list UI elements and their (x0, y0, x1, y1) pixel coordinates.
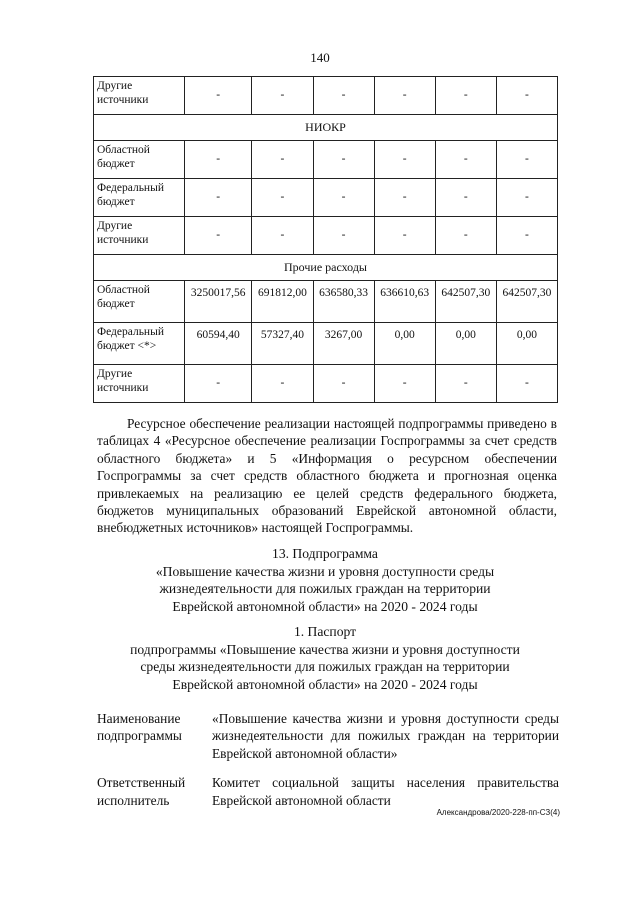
section-header-row (94, 255, 558, 281)
table-row (94, 141, 558, 179)
page-number: 140 (310, 50, 330, 65)
cell-value: 636610,63 (374, 281, 435, 323)
cell-value: 0,00 (435, 323, 496, 365)
cell-value: - (313, 179, 374, 217)
row-label: Федеральный бюджет <*> (94, 323, 185, 365)
passport-row (97, 710, 559, 762)
subprogram-heading (90, 545, 560, 615)
cell-value: - (435, 365, 496, 403)
cell-value: - (496, 217, 557, 255)
cell-value: 642507,30 (496, 281, 557, 323)
cell-value: - (252, 365, 313, 403)
cell-value: - (374, 77, 435, 115)
passport-title-line: среды жизнедеятельности для пожилых граждан на территории (140, 659, 510, 674)
row-label: Областной бюджет (94, 141, 185, 179)
cell-value: 691812,00 (252, 281, 313, 323)
cell-value: - (185, 217, 252, 255)
table-row (94, 217, 558, 255)
passport-key: Ответственный исполнитель (97, 775, 186, 808)
section-header-row (94, 115, 558, 141)
cell-value: - (374, 217, 435, 255)
cell-value: - (185, 179, 252, 217)
cell-value: - (435, 141, 496, 179)
cell-value: - (252, 179, 313, 217)
section-title: Прочие расходы (94, 255, 558, 281)
cell-value: - (313, 217, 374, 255)
document-code: Александрова/2020-228-пп-СЗ(4) (436, 808, 560, 817)
cell-value: 60594,40 (185, 323, 252, 365)
row-label: Другие источники (94, 77, 185, 115)
passport-row (97, 774, 559, 809)
cell-value: - (496, 179, 557, 217)
cell-value: - (185, 77, 252, 115)
cell-value: - (252, 77, 313, 115)
cell-value: - (496, 365, 557, 403)
table-row (94, 179, 558, 217)
cell-value: - (496, 77, 557, 115)
cell-value: - (435, 77, 496, 115)
passport-heading (90, 623, 560, 693)
passport-value: «Повышение качества жизни и уровня доступности среды жизнедеятельности для пожилых граждан на территории Еврейской автономной области» (212, 711, 559, 761)
budget-table (93, 76, 558, 403)
subprogram-title-line: жизнедеятельности для пожилых граждан на территории (159, 581, 491, 596)
resource-paragraph: Ресурсное обеспечение реализации настоящей подпрограммы приведено в таблицах 4 «Ресурсное обеспечение реализации Госпрограммы за счет средств областного бюджета» и 5 «Информация о ресурсном обеспечении Госпрограммы за счет средств областного бюджета и прогнозная оценка привлекаемых на реализацию ее целей средств федерального бюджета, бюджетов муниципальных образований Еврейской автономной области, внебюджетных источников» настоящей Госпрограммы. (97, 416, 557, 536)
cell-value: - (252, 217, 313, 255)
passport-value: Комитет социальной защиты населения правительства Еврейской автономной области (212, 775, 559, 808)
cell-value: - (252, 141, 313, 179)
cell-value: - (313, 365, 374, 403)
cell-value: - (374, 141, 435, 179)
subprogram-number: 13. Подпрограмма (272, 546, 378, 561)
row-label: Федеральный бюджет (94, 179, 185, 217)
row-label: Областной бюджет (94, 281, 185, 323)
cell-value: 636580,33 (313, 281, 374, 323)
subprogram-title-line: «Повышение качества жизни и уровня доступности среды (155, 563, 495, 579)
cell-value: - (374, 365, 435, 403)
passport-title-line: подпрограммы «Повышение качества жизни и уровня доступности (130, 641, 520, 657)
cell-value: 642507,30 (435, 281, 496, 323)
cell-value: 0,00 (496, 323, 557, 365)
cell-value: - (313, 141, 374, 179)
row-label: Другие источники (94, 365, 185, 403)
table-row (94, 323, 558, 365)
cell-value: - (374, 179, 435, 217)
cell-value: - (313, 77, 374, 115)
table-row (94, 77, 558, 115)
table-row (94, 365, 558, 403)
cell-value: 3267,00 (313, 323, 374, 365)
cell-value: - (185, 141, 252, 179)
passport-number: 1. Паспорт (293, 624, 357, 639)
passport-title-line: Еврейской автономной области» на 2020 - 2024 годы (172, 676, 478, 692)
cell-value: 0,00 (374, 323, 435, 365)
section-title: НИОКР (94, 115, 558, 141)
table-row (94, 281, 558, 323)
cell-value: - (496, 141, 557, 179)
cell-value: 57327,40 (252, 323, 313, 365)
subprogram-title-line: Еврейской автономной области» на 2020 - 2024 годы (172, 598, 478, 614)
passport-key: Наименование подпрограммы (97, 711, 182, 744)
row-label: Другие источники (94, 217, 185, 255)
cell-value: 3250017,56 (185, 281, 252, 323)
passport-table (97, 710, 559, 821)
cell-value: - (435, 217, 496, 255)
cell-value: - (185, 365, 252, 403)
cell-value: - (435, 179, 496, 217)
